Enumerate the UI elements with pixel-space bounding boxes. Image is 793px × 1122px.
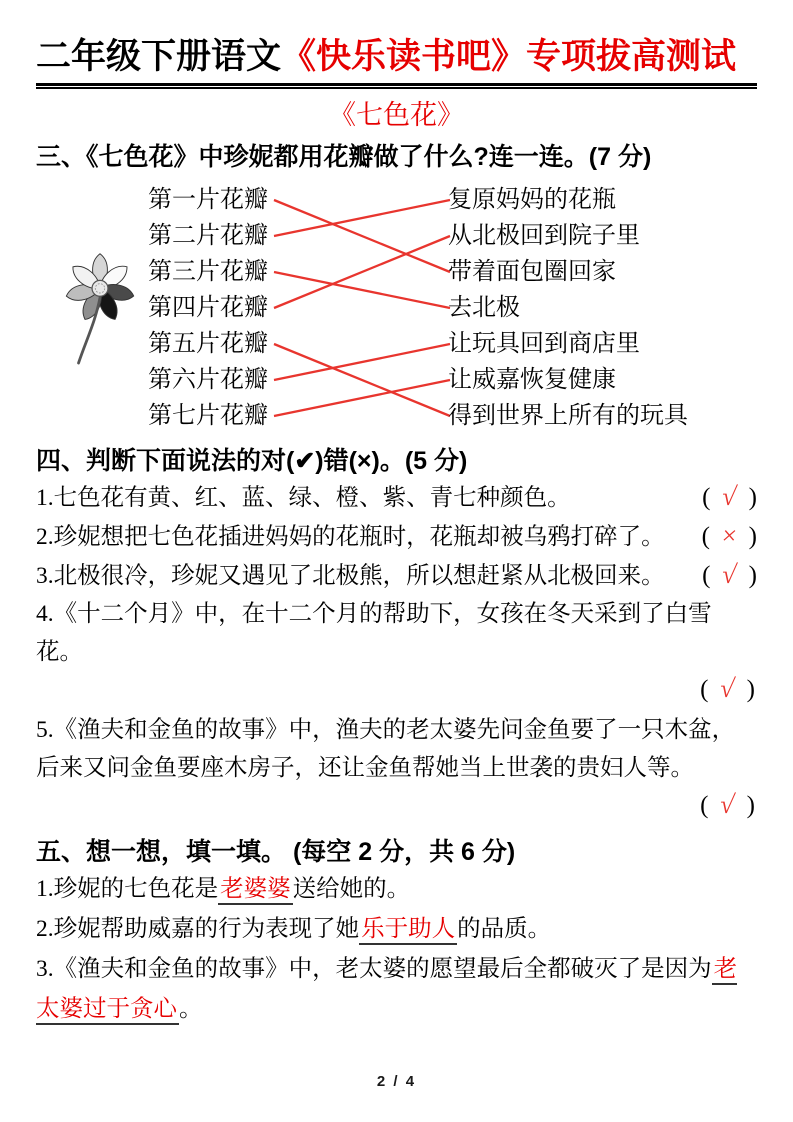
paren-open: ( [702,562,711,589]
fill-item-2-pre: 2.珍妮帮助威嘉的行为表现了她 [36,916,360,942]
fill-item-2-post: 的品质。 [457,916,552,942]
fill-item-2 [36,909,757,949]
petal-item-1: 第一片花瓣 [148,187,268,213]
judge-item-1-answer [702,478,757,517]
paren-open: ( [700,676,709,703]
fill-item-3 [36,949,757,1029]
fill-item-3-post: 。 [179,996,203,1022]
action-item-3: 带着面包圈回家 [448,259,616,285]
paren-close: ) [748,562,757,589]
judge-item-3-answer [702,556,757,595]
book-subtitle: 《七色花》 [329,100,464,130]
fill-item-1-post: 送给她的。 [292,876,411,902]
action-item-4: 去北极 [448,295,520,321]
paren-open: ( [700,792,709,819]
fill-item-2-blank-answer: 乐于助人 [359,916,457,945]
judge-item-5-answer [700,792,755,819]
paren-close: ) [746,792,755,819]
paren-open: ( [701,523,710,550]
petal-column [148,182,288,434]
action-item-7: 得到世界上所有的玩具 [448,403,688,429]
fill-item-1 [36,869,757,909]
matching-exercise [36,182,757,436]
seven-petal-flower-icon [58,244,142,370]
action-item-5: 让玩具回到商店里 [448,331,640,357]
title-double-rule [36,83,757,89]
fill-item-1-pre: 1.珍妮的七色花是 [36,876,219,902]
petal-item-7: 第七片花瓣 [148,403,268,429]
check-mark-icon: √ [718,674,737,703]
paren-open: ( [702,484,711,511]
cross-mark-icon: × [720,521,739,550]
action-item-2: 从北极回到院子里 [448,223,640,249]
judge-item-4-text: 4.《十二个月》中，在十二个月的帮助下，女孩在冬天采到了白雪花。 [36,601,712,665]
page-title-black: 二年级下册语文 [36,37,282,76]
judge-item-1-text: 1.七色花有黄、红、蓝、绿、橙、紫、青七种颜色。 [36,485,571,511]
petal-item-3: 第三片花瓣 [148,259,268,285]
petal-item-2: 第二片花瓣 [148,223,268,249]
judge-item-5-text: 5.《渔夫和金鱼的故事》中，渔夫的老太婆先问金鱼要了一只木盆，后来又问金鱼要座木房子，还让金鱼帮她当上世袭的贵妇人等。 [36,717,736,781]
judge-item-4-answer-line [36,671,757,711]
paren-close: ) [746,676,755,703]
judge-item-2-answer [702,517,757,556]
judge-item-3 [36,556,757,595]
check-mark-icon: √ [720,482,739,511]
action-item-1: 复原妈妈的花瓶 [448,187,616,213]
petal-item-4: 第四片花瓣 [148,295,268,321]
judge-item-4-answer [700,676,755,703]
judge-item-1 [36,478,757,517]
fill-item-3-blank-answer: 老太婆过于贪心 [36,956,737,1025]
flower-illustration [58,244,142,370]
judge-item-5-answer-line [36,787,757,827]
fill-item-3-pre: 3.《渔夫和金鱼的故事》中，老太婆的愿望最后全都破灭了是因为 [36,956,712,982]
fill-item-1-blank-answer: 老婆婆 [218,876,293,905]
judge-item-3-text: 3.北极很冷，珍妮又遇见了北极熊，所以想赶紧从北极回来。 [36,563,665,589]
action-column [448,182,688,434]
matching-lines [288,182,448,434]
matching-columns [148,182,757,434]
paren-close: ) [748,523,757,550]
page-title [36,34,757,80]
section5-heading: 五、想一想，填一填。 (每空 2 分，共 6 分) [36,838,516,866]
page-number: 2 / 4 [376,1073,417,1090]
section3-heading: 三、《七色花》中珍妮都用花瓣做了什么?连一连。(7 分) [36,143,652,171]
page-title-red: 《快乐读书吧》专项拔高测试 [281,37,737,76]
petal-item-6: 第六片花瓣 [148,367,268,393]
judge-item-2-text: 2.珍妮想把七色花插进妈妈的花瓶时，花瓶却被乌鸦打碎了。 [36,524,665,550]
paren-close: ) [748,484,757,511]
judge-item-2 [36,517,757,556]
check-mark-icon: √ [720,560,739,589]
check-mark-icon: √ [718,790,737,819]
petal-item-5: 第五片花瓣 [148,331,268,357]
action-item-6: 让威嘉恢复健康 [448,367,616,393]
section4-heading: 四、判断下面说法的对(✔)错(×)。(5 分) [36,447,468,475]
